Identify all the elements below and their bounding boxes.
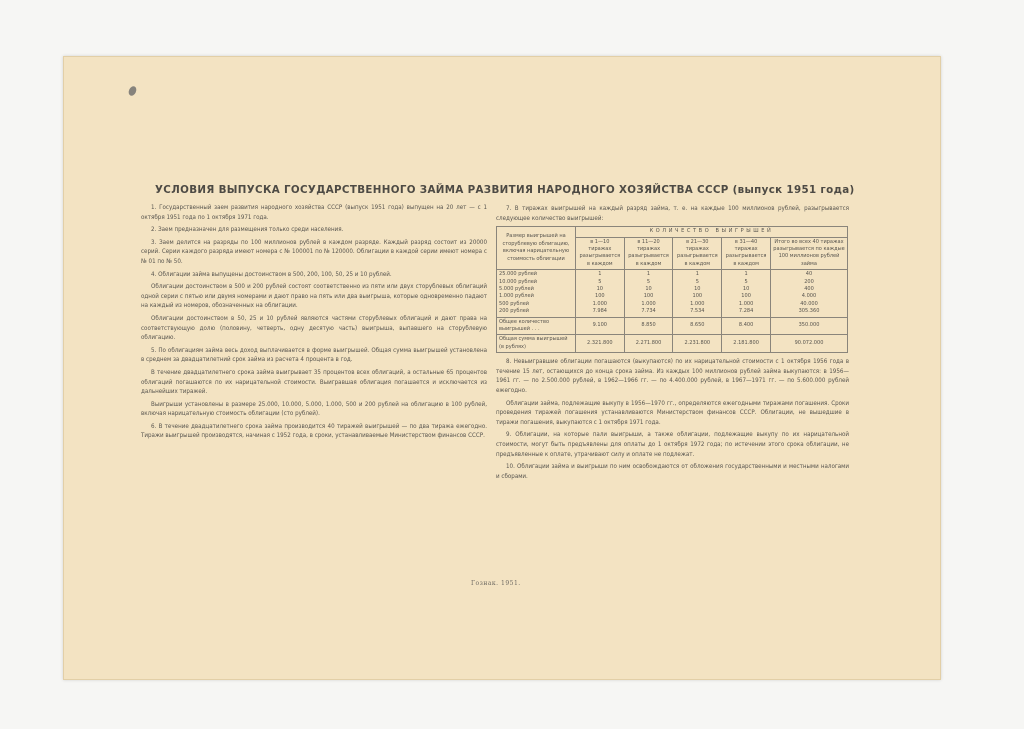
paragraph: В течение двадцатилетнего срока займа выигрывает 35 процентов всех облигаций, а остальные 65 процентов облигаций погашаются по их нарицательной стоимости. Выигравшая облигация погашается и исключается из дальнейших тиражей.: [141, 368, 487, 396]
paragraph: Облигации достоинством в 50, 25 и 10 рублей являются частями сторублевых облигаций и дают права на соответствующую долю (половину, четверть, одну десятую часть) выигрыша, выпавшего на сторублевую облигацию.: [141, 314, 487, 342]
paragraph: 1. Государственный заем развития народного хозяйства СССР (выпуск 1951 года) выпущен на 20 лет — с 1 октября 1951 года по 1 октября 1971 года.: [141, 204, 487, 221]
total-count-value: 8.400: [722, 317, 771, 335]
table-group-header: КОЛИЧЕСТВО ВЫИГРЫШЕЙ: [576, 227, 848, 237]
total-sum-value: 2.231.800: [673, 335, 722, 353]
total-count-label: Общее количество выигрышей . . .: [497, 317, 576, 335]
paragraph: 5. По облигациям займа весь доход выплачивается в форме выигрышей. Общая сумма выигрышей установлена в среднем за двадцатилетний срок займа из расчета 4 процента в год.: [141, 346, 487, 364]
total-count-value: 350.000: [771, 317, 848, 335]
table-row: [497, 335, 848, 353]
total-sum-value: 2.271.800: [624, 335, 673, 353]
paragraph: 4. Облигации займа выпущены достоинством в 500, 200, 100, 50, 25 и 10 рублей.: [151, 270, 392, 278]
document-title: УСЛОВИЯ ВЫПУСКА ГОСУДАРСТВЕННОГО ЗАЙМА РАЗВИТИЯ НАРОДНОГО ХОЗЯЙСТВА СССР (выпуск 1951 года): [155, 184, 855, 196]
conditions-right-column: [496, 204, 849, 484]
table-col-header: в 1—10 тиражах разыгрывается в каждом: [576, 237, 625, 270]
total-40-draws-cell: 40 200 400 4.000 40.000 305.360: [771, 270, 848, 317]
printer-imprint: Гознак. 1951.: [471, 580, 521, 587]
paragraph: Выигрыши установлены в размере 25.000, 10.000, 5.000, 1.000, 500 и 200 рублей на облигацию в 100 рублей, включая нарицательную стоимость облигации (сто рублей).: [141, 400, 487, 418]
paragraph: 10. Облигации займа и выигрыши по ним освобождаются от обложения государственными и местными налогами и сборами.: [496, 463, 849, 480]
total-count-value: 8.650: [673, 317, 722, 335]
draws-1-10-cell: 1 5 10 100 1.000 7.984: [576, 270, 625, 317]
total-count-value: 9.100: [576, 317, 625, 335]
paragraph: Облигации займа, подлежащие выкупу в 1956—1970 гг., определяются ежегодными тиражами погашения. Сроки проведения тиражей погашения устанавливаются Министерством финансов СССР. Облигации, не вышедшие в тиражи погашения, выкупаются с 1 октября 1971 года.: [496, 399, 849, 426]
draws-21-30-cell: 1 5 10 100 1.000 7.534: [673, 270, 722, 317]
paragraph: 9. Облигации, на которые пали выигрыши, а также облигации, подлежащие выкупу по их нарицательной стоимости, могут быть предъявлены для оплаты до 1 октября 1972 года; по истечении этого срока облигации, не предъявленные к оплате, утрачивают силу и оплате не подлежат.: [496, 431, 849, 458]
bond-back-sheet: [63, 56, 941, 680]
paragraph: 3. Заем делится на разряды по 100 миллионов рублей в каждом разряде. Каждый разряд состоит из 20000 серий. Серии каждого разряда имеют номера с № 100001 по № 120000. Облигации в каждой серии имеют номера с № 01 по № 50.: [141, 238, 487, 265]
draws-31-40-cell: 1 5 10 100 1.000 7.284: [722, 270, 771, 317]
paragraph: 6. В течение двадцатилетнего срока займа производится 40 тиражей выигрышей — по два тиража ежегодно. Тиражи выигрышей производятся, начиная с 1952 года, в сроки, устанавливаемые Министерством финансов СССР.: [141, 422, 487, 440]
ink-spot: [127, 85, 138, 97]
table-col-header: Итого во всех 40 тиражах разыгрывается по каждые 100 миллионов рублей займа: [771, 237, 848, 270]
table-first-col-header: Размер выигрышей на сторублевую облигацию, включая нарицательную стоимость облигации: [497, 227, 576, 270]
draws-11-20-cell: 1 5 10 100 1.000 7.734: [624, 270, 673, 317]
paragraph: 7. В тиражах выигрышей на каждый разряд займа, т. е. на каждые 100 миллионов рублей, разыгрывается следующее количество выигрышей:: [496, 205, 849, 222]
total-count-value: 8.850: [624, 317, 673, 335]
table-col-header: в 31—40 тиражах разыгрывается в каждом: [722, 237, 771, 270]
conditions-left-column: [141, 203, 487, 444]
total-sum-value: 90.072.000: [771, 335, 848, 353]
table-row: [497, 270, 848, 317]
prize-sizes-cell: 25.000 рублей 10.000 рублей 5.000 рублей 1.000 рублей 500 рублей 200 рублей: [497, 270, 576, 317]
total-sum-value: 2.321.800: [576, 335, 625, 353]
winnings-table: [496, 226, 848, 353]
total-sum-label: Общая сумма выигрышей (в рублях): [497, 335, 576, 353]
table-col-header: в 11—20 тиражах разыгрывается в каждом: [624, 237, 673, 270]
paragraph: Облигации достоинством в 500 и 200 рублей состоят соответственно из пяти или двух сторублевых облигаций одной серии с пятью или двумя номерами и дают право на пять или два выигрыша, которые одновременно падают на каждый из номеров, обозначенных на облигации.: [141, 283, 487, 310]
total-sum-value: 2.181.800: [722, 335, 771, 353]
table-col-header: в 21—30 тиражах разыгрывается в каждом: [673, 237, 722, 270]
table-row: [497, 317, 848, 335]
paragraph: 8. Невыигравшие облигации погашаются (выкупаются) по их нарицательной стоимости с 1 октября 1956 года в течение 15 лет, остающихся до конца срока займа. Из каждых 100 миллионов рублей займа выкупаются: в 1956—1961 гг. — по 2.500.000 рублей, в 1962—1966 гг. — по 4.400.000 рублей, в 1967—1971 гг. — по 5.600.000 рублей ежегодно.: [496, 358, 849, 395]
paragraph: 2. Заем предназначен для размещения только среди населения.: [151, 226, 344, 234]
